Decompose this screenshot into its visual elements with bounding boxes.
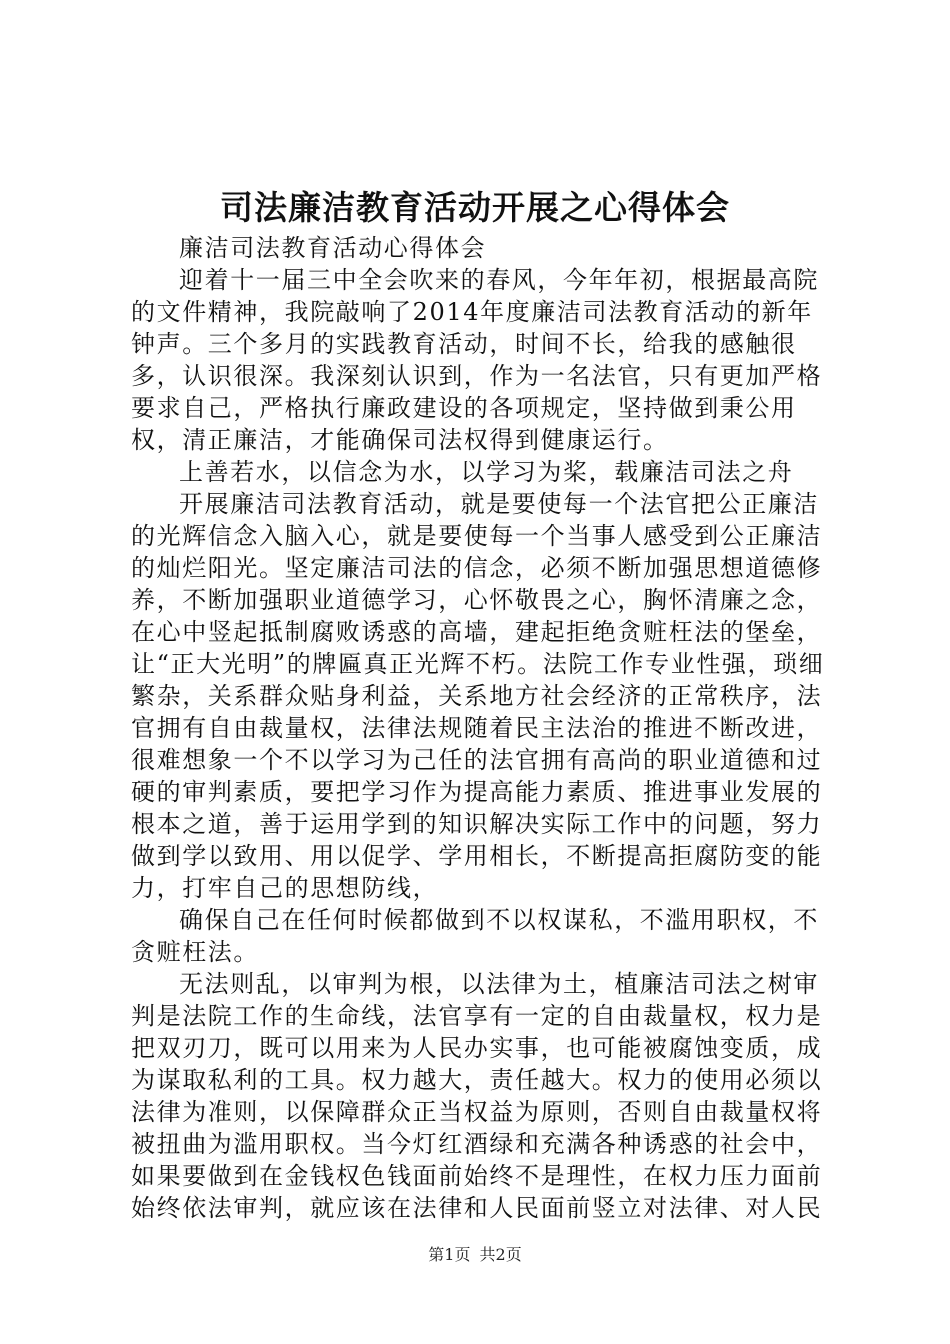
paragraph-ensure: 确保自己在任何时候都做到不以权谋私，不滥用职权，不贪赃枉法。 [131,906,819,966]
page-number-current: 第1页 [428,1245,471,1264]
page-number-total: 共2页 [479,1245,522,1264]
paragraph-intro: 迎着十一届三中全会吹来的春风，今年年初，根据最高院的文件精神，我院敲响了2014年度廉洁司法教育活动的新年钟声。三个多月的实践教育活动，时间不长，给我的感触很多，认识很深。我深刻认识到，作为一名法官，只有更加严格要求自己，严格执行廉政建设的各项规定，坚持做到秉公用权，清正廉洁，才能确保司法权得到健康运行。 [131,266,823,454]
document-title: 司法廉洁教育活动开展之心得体会 [220,188,730,227]
paragraph-trial: 无法则乱，以审判为根，以法律为土，植廉洁司法之树审判是法院工作的生命线，法官享有一定的自由裁量权，权力是把双刃刀，既可以用来为人民办实事，也可能被腐蚀变质，成为谋取私利的工具。权力越大，责任越大。权力的使用必须以法律为准则，以保障群众正当权益为原则，否则自由裁量权将被扭曲为滥用职权。当今灯红酒绿和充满各种诱惑的社会中，如果要做到在金钱权色钱面前始终不是理性，在权力压力面前始终依法审判，就应该在法律和人民面前竖立对法律、对人民 [131,970,823,1222]
paragraph-education: 开展廉洁司法教育活动，就是要使每一个法官把公正廉洁的光辉信念入脑入心，就是要使每一个当事人感受到公正廉洁的灿烂阳光。坚定廉洁司法的信念，必须不断加强思想道德修养，不断加强职业道德学习，心怀敬畏之心，胸怀清廉之念，在心中竖起抵制腐败诱惑的高墙，建起拒绝贪赃枉法的堡垒，让“正大光明”的牌匾真正光辉不朽。法院工作专业性强，琐细繁杂，关系群众贴身利益，关系地方社会经济的正常秩序，法官拥有自由裁量权，法律法规随着民主法治的推进不断改进，很难想象一个不以学习为己任的法官拥有高尚的职业道德和过硬的审判素质，要把学习作为提高能力素质、推进事业发展的根本之道，善于运用学到的知识解决实际工作中的问题，努力做到学以致用、用以促学、学用相长，不断提高拒腐防变的能力，打牢自己的思想防线， [131,490,825,902]
paragraph-heading-faith: 上善若水，以信念为水，以学习为桨，载廉洁司法之舟 [179,458,794,486]
document-body [131,232,828,1224]
document-subtitle: 廉洁司法教育活动心得体会 [179,234,487,262]
page-footer [0,1244,950,1266]
